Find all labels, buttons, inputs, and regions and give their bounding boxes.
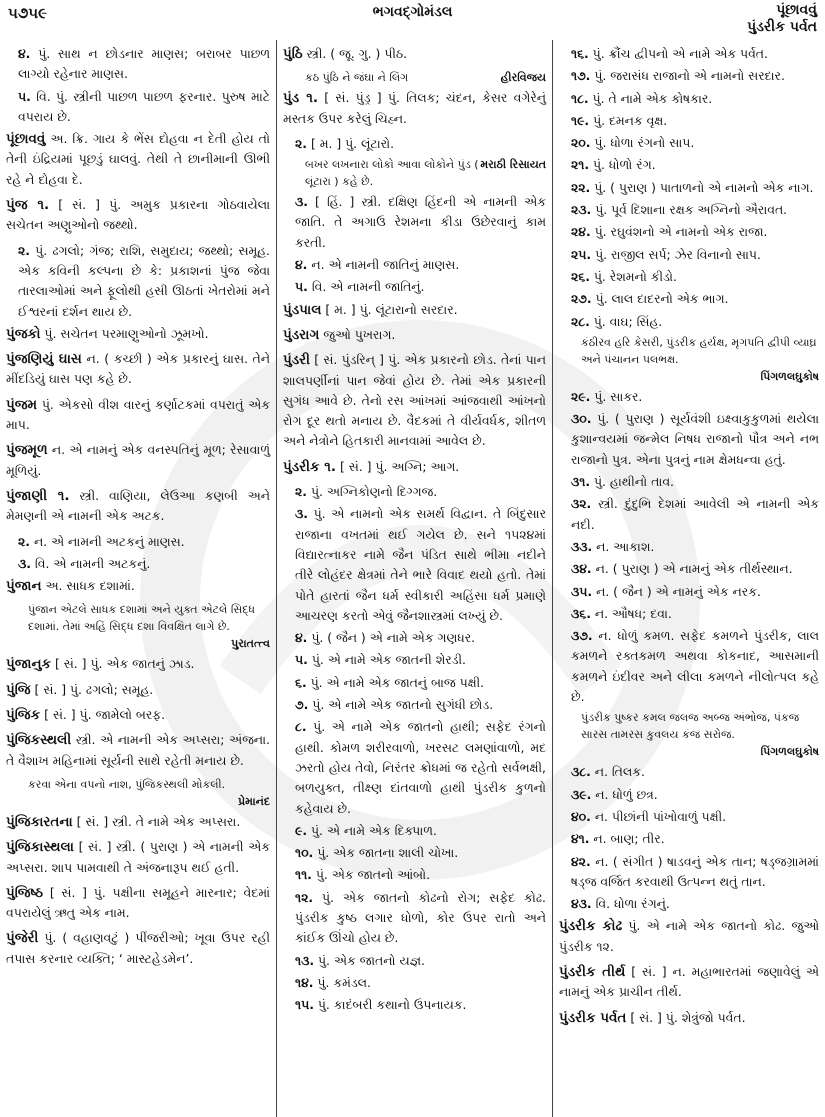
quote-text: પુંડરીક પુષ્કર કમલ જલજ અબ્જ અંભોજ, પંકજ સારસ તામરસ કુવલય કંજ સરોજ. <box>581 711 800 742</box>
quote-text: કંઠીરવ હરિ કેસરી, પુંડરીક હર્યક્ષ, મૃગપતિ દ્વીપી વ્યાઘ્ર અને પંચાનન પલભક્ષ. <box>581 335 817 366</box>
sense-item <box>571 852 819 893</box>
sense-item <box>295 255 546 275</box>
headword: પુંજિષ્ઠ <box>6 884 44 901</box>
sense-item <box>571 785 819 805</box>
sense-item <box>295 504 546 626</box>
definition: પું. એકસો વીશ વારનું કર્ણાટકમાં વપરાતું એક માપ. <box>6 396 270 433</box>
sense-number: ૩૪. <box>571 561 592 577</box>
headword: પુંજાનુક <box>6 656 52 673</box>
sense-number: ૨૮. <box>571 313 590 329</box>
headword: પુંડરી <box>283 352 311 369</box>
sense-definition: પું. ધોળા રંગનો સાપ. <box>594 135 695 151</box>
sense-item <box>571 894 819 914</box>
sense-definition: પું. રઘુવંશનો એ નામનો એક રાજા. <box>594 224 768 240</box>
guide-word-last: પુંડરીક પર્વત <box>747 19 817 35</box>
dictionary-entry <box>6 349 270 390</box>
sense-definition: વિ. પું. સ્ત્રીની પાછળ પાછળ ફરનાર. પુરુષ માટે વપરાય છે. <box>18 88 270 124</box>
sense-number: ૩૯. <box>571 786 592 802</box>
sense-number: ૧૭. <box>571 68 591 84</box>
sense-definition: પું. ક્રૌંચ દ્વીપનો એ નામે એક પર્વત. <box>592 46 768 61</box>
sense-number: ૫. <box>18 88 31 104</box>
definition: [ મ. ] પું. લૂંટારાનો સરદાર. <box>325 301 458 317</box>
dictionary-entry <box>6 705 270 725</box>
definition: જુઓ પુખરાગ. <box>323 326 396 342</box>
sense-definition: પું. એ નામે એક જાતનું બાજ પક્ષી. <box>310 674 485 690</box>
dictionary-entry <box>6 195 270 236</box>
sense-number: ૪૨. <box>571 853 591 869</box>
sense-item <box>571 155 819 175</box>
headword: પુંજમૂળ <box>6 442 48 459</box>
column-2 <box>277 40 553 1117</box>
sense-item <box>571 200 819 220</box>
dictionary-entry <box>6 395 270 436</box>
definition: પું. ( વહાણવટું ) પીંજરીઓ; ખૂવા ઉપર રહી તપાસ કરનાર વ્યક્તિ; ‘ માસ્ટહેડમેન’. <box>6 930 270 966</box>
sense-number: ૧૪. <box>295 974 314 990</box>
sense-definition: પું. સાકર. <box>594 388 643 404</box>
sense-item <box>295 192 546 253</box>
sense-definition: પું. પૂર્વ દિશાના રક્ષક અગ્નિનો ઐરાવત. <box>595 202 788 218</box>
sense-item <box>295 995 546 1015</box>
dictionary-entry <box>283 44 546 64</box>
sense-item <box>571 44 819 64</box>
dictionary-entry <box>6 883 270 924</box>
sense-definition: પું. સાથ ન છોડનાર માણસ; બરાબર પાછળ લાગ્યો રહેનાર માણસ. <box>18 46 270 82</box>
headword: પુંજ ૧. <box>6 197 50 214</box>
definition: [ સં. ] પું. પક્ષીના સમૂહને મારનાર; વેદમાં વપરાયેલું ઋતુ એક નામ. <box>6 884 270 921</box>
headword: પુંડરીક ૧. <box>283 458 336 475</box>
sense-number: ૩૭. <box>571 628 593 644</box>
sense-item <box>571 807 819 827</box>
definition: સ્ત્રી. વાણિયા, લેઉઆ કણબી અને મેમણની એ નામની એક અટક. <box>6 487 270 524</box>
quote-text: પુંજાન એટલે સાધક દશામાં અને યુક્ત એટલે સિદ્ધ દશામાં. તેમાં અહિં સિદ્ધ દશા વિવક્ષિત લાગે છે. <box>28 603 255 634</box>
headword: પુંજિકારતના <box>6 813 73 830</box>
definition: સ્ત્રી. એ નામની એક અપ્સરા; અંજના. તે વૈશાખ મહિનામાં સૂર્યની સાથે રહેતી મનાય છે. <box>6 732 270 768</box>
sense-definition: પું. ઢગલો; ગંજ; રાશિ, સમુદાય; જથ્થો; સમૂહ. એક કવિની કલ્પના છે કે: પ્રકાશનાં પુંજ જેવા તારલાઓમાં અને ફૂલોથી હસી ઊઠતાં ખેતરોમાં મને ઈશ્વરનાં દર્શન થાય છે. <box>18 242 270 319</box>
sense-item <box>18 532 270 552</box>
sense-definition: પું. કાદંબરી કથાનો ઉપનાયક. <box>317 997 467 1013</box>
sense-number: ૨૫. <box>571 246 592 262</box>
sense-number: ૪. <box>18 46 31 61</box>
sense-item <box>571 537 819 557</box>
sense-number: ૯. <box>295 822 308 838</box>
dictionary-entry <box>6 324 270 344</box>
sense-definition: ન. પીછાંની પાંખોવાળું પક્ષી. <box>594 808 727 824</box>
headword: પુંડરીક પર્વત <box>559 1009 627 1026</box>
sense-number: ૧૮. <box>571 90 589 106</box>
headword: પુંજિક <box>6 707 41 724</box>
dictionary-entry <box>6 928 270 969</box>
dictionary-entry <box>6 812 270 832</box>
definition: ન. એ નામનું એક વનસ્પતિનું મૂળ; રેસાવાળું મૂળિયું. <box>6 442 270 478</box>
sense-item <box>571 222 819 242</box>
sense-definition: પું. ( જૈન ) એ નામે એક ગણધર. <box>311 630 476 646</box>
definition: [ સં. ] સ્ત્રી. ( પુરાણ ) એ નામની એક અપ્સરા. શાપ પામવાથી તે અંજનારૂપ થઈ હતી. <box>6 839 270 875</box>
citation-quote <box>6 776 270 810</box>
sense-definition: પું. રાજીલ સર્પ; ઝેર વિનાનો સાપ. <box>595 246 761 262</box>
page-number: ૫૭૫૯ <box>8 4 48 22</box>
definition: [ સં. ] પું. શેત્રુંજો પર્વત. <box>630 1009 746 1025</box>
sense-item <box>571 762 819 782</box>
headword: પુંઠિ <box>283 46 303 62</box>
sense-number: ૨૩. <box>571 202 592 218</box>
dictionary-entry <box>6 440 270 481</box>
page-header <box>0 0 825 44</box>
sense-item <box>571 178 819 198</box>
dictionary-entry <box>6 576 270 596</box>
column-3 <box>553 40 825 1117</box>
sense-number: ૨૧. <box>571 157 590 173</box>
definition: પું. એ નામે એક જાતનો કોઢ. જુઓ પુંડરીક ૧૨. <box>559 918 819 954</box>
sense-number: ૧૧. <box>295 867 312 883</box>
sense-item <box>295 482 546 502</box>
dictionary-entry <box>6 129 270 190</box>
definition: [ સં. ] પું. અગ્નિ; આગ. <box>339 458 460 474</box>
sense-number: ૧૩. <box>295 952 315 968</box>
sense-number: ૧૨. <box>295 889 314 905</box>
sense-number: ૩. <box>295 194 308 210</box>
sense-number: ૩. <box>295 506 308 522</box>
column-1 <box>0 40 277 1117</box>
definition: અ. ક્રિ. ગાય કે ભેંસ દોહવા ન દેતી હોય તો તેની ઇંદ્રિયમાં પૂછડું ઘાલવું. તેથી તે છાનીમાની ઊભી રહે ને દોહવા દે. <box>6 131 270 187</box>
sense-definition: પું. અગ્નિકોણનો દિગ્ગજ. <box>310 484 438 500</box>
sense-definition: પું. એ નામે એક જાતની શેરડી. <box>311 652 466 668</box>
sense-item <box>571 829 819 849</box>
sense-number: ૩૮. <box>571 764 591 780</box>
headword: પુંડપાલ <box>283 301 322 318</box>
sense-number: ૨૦. <box>571 135 591 151</box>
guide-words <box>747 2 817 36</box>
sense-definition: પું. દમનક વૃક્ષ. <box>593 112 668 128</box>
sense-item <box>571 472 819 492</box>
quote-source: પિંગળલઘુકોષ <box>760 745 819 759</box>
sense-number: ૨. <box>295 484 307 500</box>
sense-item <box>571 289 819 309</box>
sense-definition: પું. હાથીનો તાવ. <box>593 474 674 490</box>
headword: પૂંછાવવું <box>6 131 46 148</box>
sense-item <box>295 628 546 648</box>
sense-item <box>295 888 546 949</box>
quote-source: પિંગળલઘુકોષ <box>760 369 819 383</box>
definition: [ સં. ] સ્ત્રી. તે નામે એક અપ્સરા. <box>76 813 241 829</box>
sense-item <box>295 277 546 297</box>
sense-item <box>571 245 819 265</box>
sense-definition: પું. એ નામે એક જાતનો હાથી; સફેદ રંગનો હાથી. કોમળ શરીરવાળો, ખરસટ લમણાંવાળો, મદ ઝરતો હોય તેવો, નિરંતર ક્રોધમાં જ રહેતો સર્વભક્ષી, બળયુક્ત, તીક્ષ્ણ દાંતવાળો હાથી પુંડરીક કુળનો કહેવાય છે. <box>295 719 546 816</box>
sense-definition: ન. તિલક. <box>594 764 645 780</box>
citation-quote <box>559 334 819 385</box>
sense-definition: પું. એક જાતનો કોઢનો રોગ; સફેદ કોઢ. પુંડરીક કુષ્ઠ લગાર ધોળો, કોર ઉપર રાતો અને કાંઈક ઊંચો હોય છે. <box>295 889 546 946</box>
sense-definition: ન. એ નામની અટકનું માણસ. <box>33 533 185 549</box>
sense-definition: પું. લાલ દાદરનો એક ભાગ. <box>595 291 729 307</box>
dictionary-entry <box>283 88 546 129</box>
sense-definition: [ મ. ] પું. લૂંટારો. <box>310 135 395 151</box>
definition: [ સં. ] પું. એક જાતનું ઝાડ. <box>55 656 195 672</box>
headword: પુંડરીક તીર્થ <box>559 963 626 980</box>
dictionary-entry <box>283 457 546 477</box>
sense-definition: વિ. એ નામની જાતિનું. <box>311 279 425 295</box>
sense-definition: પું. એક જાતનો યજ્ઞ. <box>317 952 425 968</box>
definition: [ સં. પુંડ્ર ] પું. તિલક; ચંદન, કેસર વગેરેનું મસ્તક ઉપર કરેલું ચિહ્ન. <box>283 90 546 126</box>
headword: પુંડ ૧. <box>283 90 318 107</box>
dictionary-entry <box>559 962 819 1003</box>
definition: સ્ત્રી. ( જૂ. ગુ. ) પીઠ. <box>306 46 408 61</box>
sense-item <box>18 87 270 128</box>
headword: પુંજાણી ૧. <box>6 487 70 504</box>
sense-item <box>571 312 819 332</box>
headword: પુંજમ <box>6 396 38 413</box>
sense-definition: ન. આકાશ. <box>596 538 655 554</box>
sense-definition: સ્ત્રી. દુંદુભિ દેશમાં આવેલી એ નામની એક નદી. <box>571 496 819 532</box>
citation-quote <box>283 69 546 86</box>
sense-definition: ન. ઔષધ; દવા. <box>594 605 672 621</box>
sense-definition: પું. કમંડલ. <box>317 974 371 990</box>
sense-number: ૪૩. <box>571 896 592 912</box>
sense-number: ૩૩. <box>571 538 593 554</box>
definition: [ સં. પુંડરિન્ ] પું. એક પ્રકારનો છોડ. તેનાં પાન શાલપર્ણીનાં પાન જેવાં હોય છે. તેમાં એક પ્રકારની સુગંધ આવે છે. તેનો રસ આંખમાં આંજવાથી આંખનો રોગ દૂર થતો મનાય છે. વૈદકમાં તે વીર્યવર્ધક, શીતળ અને નેત્રોને હિતકારી માનવામાં આવેલ છે. <box>283 352 546 449</box>
sense-definition: ન. બાણ; તીર. <box>593 831 665 847</box>
sense-number: ૨. <box>18 533 30 549</box>
sense-definition: વિ. એ નામની અટકનું. <box>34 555 151 571</box>
citation-quote <box>6 601 270 652</box>
sense-definition: પું. જરાસંધ રાજાનો એ નામનો સરદાર. <box>594 68 785 84</box>
guide-word-first: પૂંછાવવું <box>776 2 817 18</box>
sense-definition: પું. એ નામનો એક સમર્થ વિદ્વાન. તે બિંદુસાર રાજાના વખતમાં થઈ ગયેલ છે. સને ૧૫૨૪માં વિદ્યારત્નાકર નામે જૈન પંડિત સાથે ભીમા નદીને તીરે લોહંદર ક્ષેત્રમાં તેને ભારે વિવાદ થયો હતો. તેમાં પોતે હારતાં જૈન ધર્મ સ્વીકારી અહિંસા ધર્મ પ્રમાણે આચરણ કરતો એવું જૈનશાસ્ત્રમાં લખ્યું છે. <box>295 506 546 623</box>
sense-definition: ન. ધોળું છત્ર. <box>595 786 658 802</box>
dictionary-entry <box>6 680 270 700</box>
sense-definition: પું. ( પુરાણ ) પાતાળનો એ નામનો એક નાગ. <box>594 179 814 195</box>
sense-item <box>295 650 546 670</box>
sense-definition: વિ. ધોળા રંગનું. <box>595 896 670 912</box>
sense-number: ૧૯. <box>571 112 590 128</box>
sense-item <box>571 89 819 109</box>
definition: ન. ( કચ્છી ) એક પ્રકારનું ઘાસ. તેને મીંદડિયું ઘાસ પણ કહે છે. <box>6 351 270 387</box>
quote-text: કરવા એના વપનો નાશ, પુંજિકસ્થલી મોકલી. <box>28 777 226 791</box>
dictionary-entry <box>6 837 270 878</box>
headword: પુંજિ <box>6 681 31 698</box>
sense-item <box>295 821 546 841</box>
sense-item <box>571 267 819 287</box>
sense-number: ૫. <box>295 652 308 668</box>
sense-number: ૩૨. <box>571 496 592 512</box>
dictionary-entry <box>559 1008 819 1028</box>
sense-item <box>295 865 546 885</box>
sense-definition: પું. રેશમનો કીડો. <box>593 268 677 284</box>
sense-item <box>571 66 819 86</box>
sense-number: ૩. <box>18 555 31 571</box>
dictionary-entry <box>559 916 819 957</box>
quote-text: બખર લખનારા લોકો આવા લોકોને પુંડ ( લૂંટારા ) કહે છે. <box>305 158 479 189</box>
definition: [ સં. ] પું. જામેલો બરફ. <box>44 707 166 723</box>
sense-item <box>571 133 819 153</box>
sense-item <box>571 111 819 131</box>
sense-definition: પું. વાઘ; સિંહ. <box>593 313 663 329</box>
sense-item <box>571 582 819 602</box>
headword: પુંજણિયું ઘાસ <box>6 351 82 368</box>
sense-item <box>295 695 546 715</box>
sense-item <box>571 604 819 624</box>
sense-number: ૧૬. <box>571 46 589 61</box>
headword: પુંડરાગ <box>283 326 320 343</box>
sense-number: ૫. <box>295 279 308 295</box>
definition: [ સં. ] પું. ઢગલો; સમૂહ. <box>34 681 154 697</box>
sense-item <box>18 44 270 85</box>
sense-number: ૪૦. <box>571 808 591 824</box>
dictionary-entry <box>283 325 546 345</box>
citation-quote <box>283 156 546 190</box>
sense-item <box>295 134 546 154</box>
sense-number: ૨૬. <box>571 268 590 284</box>
sense-number: ૨. <box>18 242 30 258</box>
sense-definition: પું. તે નામે એક કોષકાર. <box>592 90 713 106</box>
headword: પુંજિકસ્થલી <box>6 732 72 749</box>
definition: પું. સચેતન પરમાણુઓનો ઝૂમખો. <box>44 325 209 341</box>
dictionary-entry <box>6 654 270 674</box>
sense-item <box>571 387 819 407</box>
headword: પુંજાન <box>6 578 42 595</box>
headword: પુંજેરી <box>6 930 39 947</box>
sense-definition: પું. એક જાતના શાલી ચોખા. <box>317 845 459 861</box>
sense-item <box>295 717 546 818</box>
sense-number: ૮. <box>295 719 307 735</box>
dictionary-entry <box>283 300 546 320</box>
book-title: ભગવદ્ગોમંડલ <box>372 4 453 20</box>
sense-number: ૭. <box>295 697 309 713</box>
definition: [ સં. ] ન. મહાભારતમાં જણાવેલું એ નામનું એક પ્રાચીન તીર્થ. <box>559 963 819 1000</box>
sense-number: ૪. <box>295 630 308 646</box>
sense-number: ૪૧. <box>571 831 590 847</box>
sense-definition: ન. ( સંગીત ) ષાડવનું એક તાન; ષડ્જગ્રામમાં ષડ્જ વર્જિત કરવાથી ઉત્પન્ન થતું તાન. <box>571 853 819 889</box>
sense-item <box>295 951 546 971</box>
sense-number: ૧૫. <box>295 997 314 1013</box>
quote-source: હીરવિજય <box>500 71 546 85</box>
sense-number: ૨૪. <box>571 224 591 240</box>
sense-definition: પું. એ નામે એક જાતનો સુગંધી છોડ. <box>312 697 494 713</box>
sense-number: ૩૬. <box>571 605 591 621</box>
sense-item <box>571 494 819 535</box>
sense-number: ૩૧. <box>571 474 591 490</box>
sense-number: ૬. <box>295 674 307 690</box>
sense-definition: પું. ( પુરાણ ) સૂર્યવંશી ઇક્ષ્વાકુકુળમાં થયેલા કુશાન્વયમાં જન્મેલ નિષધ રાજાનો પૌત્ર અને નભ રાજાનો પુત્ર. એના પુત્રનું નામ ક્ષેમધન્વા હતું. <box>571 411 819 467</box>
definition: [ સં. ] પું. અમુક પ્રકારના ગોઠવાયેલા સચેતન અણુઓનો જથ્થો. <box>6 197 270 233</box>
quote-source: મરાઠી રિસાયત <box>480 158 546 172</box>
sense-item <box>571 559 819 579</box>
quote-source: પ્રેમાનંદ <box>238 794 270 808</box>
sense-number: ૩૫. <box>571 583 593 599</box>
sense-definition: પું. ધોળો રંગ. <box>593 157 656 173</box>
sense-number: ૨૨. <box>571 179 591 195</box>
sense-item <box>18 241 270 322</box>
sense-number: ૧૦. <box>295 845 314 861</box>
sense-definition: [ હિં. ] સ્ત્રી. દક્ષિણ હિંદની એ નામની એક જાતિ. તે અગાઉ રેશમના કીડા ઉછેરવાનું કામ કરતી. <box>295 194 546 250</box>
sense-definition: ન. ( પુરાણ ) એ નામનું એક તીર્થસ્થાન. <box>595 561 793 577</box>
sense-number: ૪. <box>295 257 308 273</box>
dictionary-entry <box>283 350 546 451</box>
sense-item <box>295 673 546 693</box>
sense-item <box>295 973 546 993</box>
headword: પુંજકો <box>6 325 41 342</box>
sense-definition: ન. એ નામની જાતિનું માણસ. <box>311 257 460 273</box>
sense-number: ૨૭. <box>571 291 592 307</box>
sense-item <box>18 554 270 574</box>
dictionary-entry <box>6 486 270 527</box>
definition: અ. સાધક દશામાં. <box>45 578 135 594</box>
sense-definition: પું. એ નામે એક દિક્પાળ. <box>311 822 437 838</box>
sense-number: ૩૦. <box>571 411 592 427</box>
sense-item <box>295 843 546 863</box>
headword: પુંજિકાસ્થલા <box>6 839 74 856</box>
dictionary-columns <box>0 40 825 1117</box>
sense-number: ૨. <box>295 135 307 151</box>
quote-source: પુરાતત્ત્વ <box>231 637 270 651</box>
sense-definition: ન. ધોળું કમળ. સફેદ કમળને પુંડરીક, લાલ કમળને રક્તકમળ અથવા કોકનાદ, આસમાની કમળને ઇંદીવર અને લીલા કમળને નીલોત્પલ કહે છે. <box>571 628 819 705</box>
sense-definition: પું. એક જાતનો આંબો. <box>315 867 431 883</box>
headword: પુંડરીક કોઢ <box>559 918 623 935</box>
quote-text: કઠ પુંઠિ ને જંઘા ને લિંગ <box>305 71 409 85</box>
sense-definition: ન. ( જૈન ) એ નામનું એક નરક. <box>596 583 761 599</box>
sense-item <box>571 409 819 470</box>
sense-number: ૨૯. <box>571 388 591 404</box>
dictionary-entry <box>6 730 270 771</box>
citation-quote <box>559 709 819 760</box>
sense-item <box>571 626 819 707</box>
